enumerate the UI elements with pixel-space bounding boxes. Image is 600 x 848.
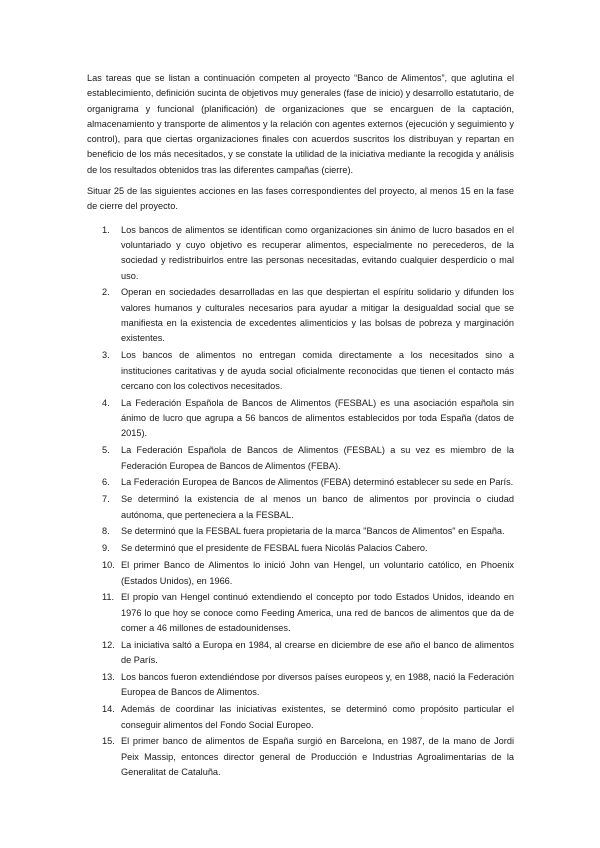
item-number: 3.	[102, 350, 110, 361]
document-page	[87, 71, 514, 782]
list-item	[87, 590, 514, 636]
item-text: El primer Banco de Alimentos lo inició John van Hengel, un voluntario católico, en Phoenix (Estados Unidos), en 1966.	[121, 560, 514, 586]
list-item	[87, 475, 514, 490]
item-number: 12.	[102, 639, 115, 650]
item-text: Se determinó que la FESBAL fuera propietaria de la marca "Bancos de Alimentos" en España.	[121, 526, 505, 537]
item-number: 9.	[102, 543, 110, 554]
item-text: Se determinó la existencia de al menos un banco de alimentos por provincia o ciudad autónoma, que perteneciera a la FESBAL.	[121, 494, 514, 520]
item-number: 15.	[102, 736, 115, 747]
item-text: La Federación Europea de Bancos de Alimentos (FEBA) determinó establecer su sede en París.	[121, 477, 514, 488]
item-text: El propio van Hengel continuó extendiendo el concepto por todo Estados Unidos, ideando en 1976 lo que hoy se conoce como Feeding America, una red de bancos de alimentos que da de comer a 46 millones de estadounidenses.	[121, 592, 514, 634]
item-number: 7.	[102, 494, 110, 505]
item-number: 6.	[102, 477, 110, 488]
actions-list	[87, 223, 514, 781]
intro-paragraph: Las tareas que se listan a continuación competen al proyecto “Banco de Alimentos”, que aglutina el establecimiento, definición sucinta de objetivos muy generales (fase de inicio) y desarrollo estatutario, de organigrama y funcional (planificación) de organizaciones que se encarguen de la captación, almacenamiento y transporte de alimentos y la relación con agentes externos (ejecución y seguimiento y control), para que ciertas organizaciones finales con acuerdos suscritos los distribuyan y repartan en beneficio de los más necesitados, y se constate la utilidad de la iniciativa mediante la recogida y análisis de los resultados obtenidos tras las diferentes campañas (cierre).	[87, 73, 514, 175]
item-text: Además de coordinar las iniciativas existentes, se determinó como propósito particular el conseguir alimentos del Fondo Social Europeo.	[121, 704, 514, 730]
list-item	[87, 396, 514, 442]
list-item	[87, 524, 514, 539]
list-item	[87, 670, 514, 701]
item-text: El primer banco de alimentos de España surgió en Barcelona, en 1987, de la mano de Jordi Peix Massip, entonces director general de Producción e Industrias Agroalimentarias de la Generalitat de Cataluña.	[121, 736, 514, 778]
list-item	[87, 285, 514, 346]
item-text: Se determinó que el presidente de FESBAL fuera Nicolás Palacios Cabero.	[121, 543, 428, 554]
item-number: 1.	[102, 224, 110, 235]
list-item	[87, 638, 514, 669]
item-text: Los bancos de alimentos no entregan comida directamente a los necesitados sino a instituciones caritativas y de ayuda social oficialmente reconocidas que tienen el contacto más cercano con los colectivos necesitados.	[121, 350, 514, 391]
list-item	[87, 223, 514, 284]
list-item	[87, 558, 514, 589]
list-item	[87, 541, 514, 556]
item-text: Los bancos fueron extendiéndose por diversos países europeos y, en 1988, nació la Federación Europea de Bancos de Alimentos.	[121, 672, 514, 698]
item-text: Operan en sociedades desarrolladas en las que despiertan el espíritu solidario y difunden los valores humanos y culturales necesarios para ayudar a mitigar la desigualdad social que se manifiesta en la existencia de excedentes alimenticios y las bolsas de pobreza y marginación existentes.	[121, 287, 514, 344]
list-item	[87, 702, 514, 733]
item-number: 5.	[102, 445, 110, 456]
item-number: 2.	[102, 287, 110, 298]
item-number: 8.	[102, 526, 110, 537]
list-item	[87, 734, 514, 780]
item-number: 10.	[102, 560, 115, 571]
item-number: 13.	[102, 672, 115, 683]
list-item	[87, 443, 514, 474]
item-number: 4.	[102, 397, 110, 408]
list-item	[87, 348, 514, 394]
item-text: La iniciativa saltó a Europa en 1984, al crearse en diciembre de ese año el banco de alimentos de París.	[121, 639, 514, 666]
list-item	[87, 492, 514, 523]
item-text: La Federación Española de Bancos de Alimentos (FESBAL) es una asociación española sin ánimo de lucro que agrupa a 56 bancos de alimentos establecidos por toda España (datos de 2015).	[121, 397, 514, 439]
instruction-paragraph: Situar 25 de las siguientes acciones en las fases correspondientes del proyecto, al menos 15 en la fase de cierre del proyecto.	[87, 186, 514, 212]
item-text: La Federación Española de Bancos de Alimentos (FESBAL) a su vez es miembro de la Federación Europea de Bancos de Alimentos (FEBA).	[121, 445, 514, 471]
item-text: Los bancos de alimentos se identifican como organizaciones sin ánimo de lucro basados en el voluntariado y cuyo objetivo es recuperar alimentos, especialmente no perecederos, de la sociedad y redistribuirlos entre las personas necesitadas, evitando cualquier desperdicio o mal uso.	[121, 224, 514, 281]
item-number: 11.	[102, 592, 115, 603]
item-number: 14.	[102, 704, 115, 715]
